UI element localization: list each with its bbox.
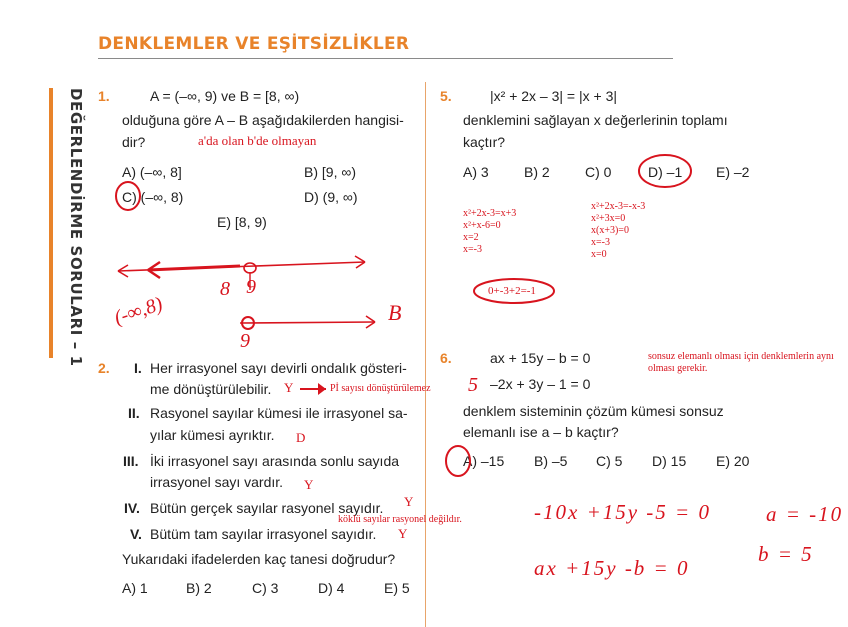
q5-work-1-line-3: x=2: [463, 232, 479, 243]
statement-1-mark: Y: [284, 380, 294, 395]
question-1-text-end: dir?: [122, 134, 146, 150]
q5-work-2-line-3: x(x+3)=0: [591, 225, 629, 236]
q6-choice-e[interactable]: E) 20: [716, 453, 750, 469]
statement-1-text: Her irrasyonel sayı devirli ondalık gösteri-: [150, 360, 407, 376]
q5-work-2-line-2: x²+3x=0: [591, 213, 626, 224]
statement-5-mark: Y: [398, 526, 408, 541]
statement-3-text: İki irrasyonel sayı arasında sonlu sayıda: [150, 453, 400, 469]
q1-hw-nine: 9: [246, 276, 256, 298]
q1-hw-interval: (-∞,8): [111, 292, 166, 330]
statement-3-mark: Y: [304, 477, 314, 492]
statement-5-text: Bütüm tam sayılar irrasyonel sayıdır.: [150, 526, 377, 542]
q6-choice-d[interactable]: D) 15: [652, 453, 687, 469]
question-1-note: a'da olan b'de olmayan: [198, 133, 317, 148]
q2-choice-e[interactable]: E) 5: [384, 580, 410, 596]
q5-work-1-line-2: x²+x-6=0: [463, 220, 501, 231]
sidebar-label: DEĞERLENDİRME SORULARI – 1: [67, 88, 85, 367]
q1-hw-eight: 8: [220, 278, 230, 300]
q6-choice-a[interactable]: A) –15: [463, 453, 505, 469]
q1-choice-e[interactable]: E) [8, 9): [217, 214, 267, 230]
statement-1-text-2: me dönüştürülebilir.: [150, 381, 272, 397]
q1-number-line-bottom: [240, 322, 375, 323]
q6-hw-equation-2: ax +15y -b = 0: [534, 556, 690, 580]
q6-hw-multiplier: 5: [468, 374, 478, 396]
statement-1-numeral: I.: [134, 360, 142, 376]
q5-choice-e[interactable]: E) –2: [716, 164, 750, 180]
statement-3-numeral: III.: [123, 453, 139, 469]
q1-closed-point: [242, 317, 254, 329]
sidebar-accent-bar: [49, 88, 53, 358]
q5-choice-b[interactable]: B) 2: [524, 164, 550, 180]
statement-4-mark: Y: [404, 494, 414, 509]
q6-choice-b[interactable]: B) –5: [534, 453, 568, 469]
question-1-number: 1.: [98, 88, 110, 104]
q6-hw-equation-1: -10x +15y -5 = 0: [534, 500, 711, 524]
question-2-number: 2.: [98, 360, 110, 376]
question-2-prompt: Yukarıdaki ifadelerden kaç tanesi doğrudur?: [122, 551, 396, 567]
q5-work-2-line-5: x=0: [591, 249, 607, 260]
q1-choice-a[interactable]: A) (–∞, 8]: [122, 164, 182, 180]
q2-choice-c[interactable]: C) 3: [252, 580, 279, 596]
statement-5-numeral: V.: [130, 526, 142, 542]
question-6-equation-1: ax + 15y – b = 0: [490, 350, 591, 366]
q1-open-point: [244, 263, 256, 273]
q5-work-2-line-1: x²+2x-3=-x-3: [591, 201, 646, 212]
question-6-equation-2: –2x + 3y – 1 = 0: [490, 376, 591, 392]
q1-arrow-head-b: [366, 316, 375, 328]
question-6-text-2: elemanlı ise a – b kaçtır?: [463, 424, 619, 440]
question-1-stem: A = (–∞, 9) ve B = [8, ∞): [150, 88, 300, 104]
statement-4-text: Bütün gerçek sayılar rasyonel sayıdır.: [150, 500, 384, 516]
q1-number-line-top: [118, 262, 365, 271]
statement-2-numeral: II.: [128, 405, 140, 421]
question-5-number: 5.: [440, 88, 452, 104]
column-divider: [425, 82, 426, 627]
question-6-note: sonsuz elemanlı olması için denklemlerin aynı olması gerekir.: [648, 351, 834, 374]
q1-choice-b[interactable]: B) [9, ∞): [304, 164, 356, 180]
q6-choice-c[interactable]: C) 5: [596, 453, 623, 469]
statement-4-note: köklü sayılar rasyonel değildır.: [338, 514, 462, 525]
statement-3-text-2: irrasyonel sayı vardır.: [150, 474, 284, 490]
question-6-number: 6.: [440, 350, 452, 366]
q2-choice-b[interactable]: B) 2: [186, 580, 212, 596]
q2-arrow-head: [318, 383, 326, 395]
q5-work-2-line-4: x=-3: [591, 237, 610, 248]
statement-2-text-2: yılar kümesi ayrıktır.: [150, 427, 275, 443]
q1-choice-d[interactable]: D) (9, ∞): [304, 189, 358, 205]
statement-2-mark: D: [296, 430, 306, 445]
q5-work-1-line-1: x²+2x-3=x+3: [463, 208, 517, 219]
q1-arrow-head-left: [118, 265, 128, 277]
statement-2-text: Rasyonel sayılar kümesi ile irrasyonel sa-: [150, 405, 408, 421]
question-5-text-2: kaçtır?: [463, 134, 506, 150]
question-1-text: olduğuna göre A – B aşağıdakilerden hangisi-: [122, 112, 404, 128]
question-5-equation: |x² + 2x – 3| = |x + 3|: [490, 88, 617, 104]
page-title: DENKLEMLER VE EŞİTSİZLİKLER: [98, 34, 410, 54]
q2-choice-d[interactable]: D) 4: [318, 580, 345, 596]
q1-arrow-head-right: [355, 256, 365, 268]
sidebar: [49, 88, 85, 367]
header-rule: [98, 58, 673, 59]
question-5-text: denklemini sağlayan x değerlerinin toplamı: [463, 112, 728, 128]
q5-sum: 0+-3+2=-1: [488, 285, 536, 297]
statement-4-numeral: IV.: [124, 500, 140, 516]
q5-choice-c[interactable]: C) 0: [585, 164, 612, 180]
q1-thick-arrow: [148, 266, 240, 270]
q1-thick-arrow-head: [148, 262, 160, 278]
q5-choice-d[interactable]: D) –1: [648, 164, 683, 180]
q5-work-1-line-4: x=-3: [463, 244, 482, 255]
statement-1-note: Pİ sayısı dönüştürülemez: [330, 383, 431, 394]
question-6-text: denklem sisteminin çözüm kümesi sonsuz: [463, 403, 724, 419]
q2-choice-a[interactable]: A) 1: [122, 580, 148, 596]
q1-hw-nine-2: 9: [240, 330, 250, 352]
q5-choice-a[interactable]: A) 3: [463, 164, 489, 180]
q6-hw-b-value: b = 5: [758, 542, 814, 566]
q1-hw-b: B: [388, 300, 402, 325]
q6-hw-a-value: a = -10: [766, 502, 844, 526]
q1-choice-c[interactable]: C) (–∞, 8): [122, 189, 184, 205]
